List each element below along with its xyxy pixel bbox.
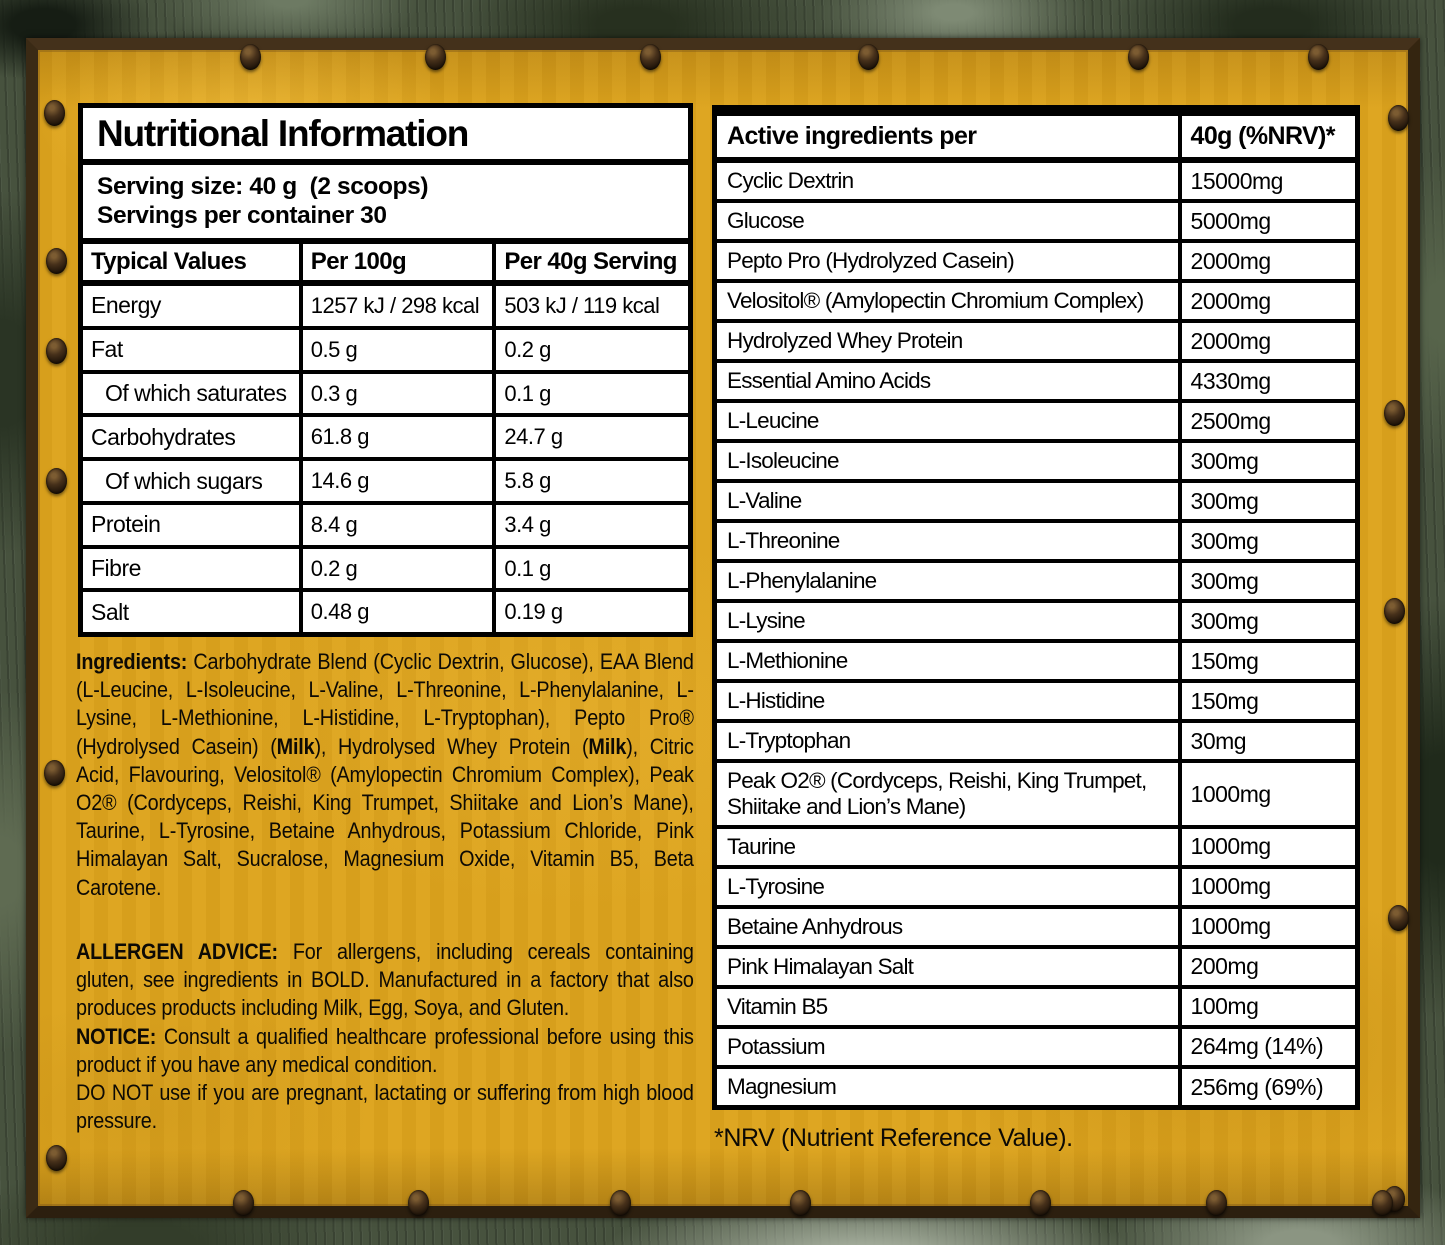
servings-per-container-line: Servings per container 30 — [97, 202, 387, 229]
body-text: Consult a qualified healthcare professional before using this product if you have any medical condition. — [76, 1023, 694, 1077]
active-ingredient-row — [717, 867, 1355, 907]
value-per-40g: 3.4 g — [494, 503, 688, 547]
rivet-icon — [790, 1190, 811, 1216]
rivet-icon — [46, 468, 67, 494]
allergen-notice-block — [76, 938, 694, 1135]
ingredient-label: Potassium — [717, 1027, 1180, 1067]
ingredient-label: L-Histidine — [717, 681, 1180, 721]
ingredient-amount: 2000mg — [1180, 281, 1355, 321]
body-text: ), Citric Acid, Flavouring, Velositol® (Amylopectin Chromium Complex), Peak O2® (Cordyceps, Reishi, King Trumpet, Shiitake and Lion’s Mane), Taurine, L-Tyrosine, Betaine Anhydrous, Potassium Chloride, Pink Himalayan Salt, Sucralose, Magnesium Oxide, Vitamin B5, Beta Carotene. — [76, 733, 694, 900]
active-ingredient-row — [717, 481, 1355, 521]
value-per-40g: 0.1 g — [494, 547, 688, 591]
active-ingredient-row — [717, 201, 1355, 241]
serving-info — [83, 165, 688, 238]
rivet-icon — [425, 44, 446, 70]
ingredient-amount: 300mg — [1180, 481, 1355, 521]
col-header-typical-values: Typical Values — [83, 241, 301, 283]
nutritional-information-box — [78, 103, 693, 637]
ingredient-label: Essential Amino Acids — [717, 361, 1180, 401]
ingredient-amount: 1000mg — [1180, 827, 1355, 867]
rivet-icon — [1128, 44, 1149, 70]
ingredient-label: L-Leucine — [717, 401, 1180, 441]
nutrition-row — [83, 372, 688, 416]
nutrition-row — [83, 590, 688, 632]
nutrition-row — [83, 328, 688, 372]
ingredient-label: Pink Himalayan Salt — [717, 947, 1180, 987]
ingredient-label: Peak O2® (Cordyceps, Reishi, King Trumpet, Shiitake and Lion’s Mane) — [717, 761, 1180, 827]
active-ingredient-row — [717, 601, 1355, 641]
value-per-40g: 0.19 g — [494, 590, 688, 632]
rivet-icon — [1372, 1190, 1393, 1216]
nrv-footnote: *NRV (Nutrient Reference Value). — [714, 1124, 1073, 1152]
ingredient-amount: 15000mg — [1180, 160, 1355, 201]
active-ingredient-row — [717, 521, 1355, 561]
col-header-amount-nrv: 40g (%NRV)* — [1180, 113, 1355, 160]
ingredient-label: Hydrolyzed Whey Protein — [717, 321, 1180, 361]
nutrition-row — [83, 459, 688, 503]
ingredient-label: L-Methionine — [717, 641, 1180, 681]
active-ingredient-row — [717, 441, 1355, 481]
rivet-icon — [610, 1190, 631, 1216]
ingredient-amount: 1000mg — [1180, 867, 1355, 907]
notice-paragraph — [76, 1079, 694, 1135]
rivet-icon — [46, 338, 67, 364]
active-ingredient-row — [717, 281, 1355, 321]
active-ingredient-row — [717, 907, 1355, 947]
ingredient-amount: 300mg — [1180, 521, 1355, 561]
ingredient-amount: 300mg — [1180, 441, 1355, 481]
ingredient-amount: 2000mg — [1180, 321, 1355, 361]
nutrition-row — [83, 503, 688, 547]
ingredient-label: Pepto Pro (Hydrolyzed Casein) — [717, 241, 1180, 281]
value-per-40g: 24.7 g — [494, 415, 688, 459]
value-per-100g: 0.2 g — [301, 547, 495, 591]
ingredient-label: Velositol® (Amylopectin Chromium Complex) — [717, 281, 1180, 321]
notice-paragraph — [76, 938, 694, 1023]
active-ingredient-row — [717, 761, 1355, 827]
nutrient-label: Of which saturates — [83, 372, 301, 416]
notice-paragraph — [76, 1023, 694, 1079]
value-per-100g: 14.6 g — [301, 459, 495, 503]
ingredient-amount: 300mg — [1180, 601, 1355, 641]
value-per-100g: 61.8 g — [301, 415, 495, 459]
rivet-icon — [1384, 400, 1405, 426]
ingredient-amount: 2500mg — [1180, 401, 1355, 441]
active-ingredient-row — [717, 681, 1355, 721]
active-ingredient-row — [717, 561, 1355, 601]
value-per-40g: 0.1 g — [494, 372, 688, 416]
nutrient-label: Fat — [83, 328, 301, 372]
ingredient-amount: 150mg — [1180, 681, 1355, 721]
rivet-icon — [1384, 598, 1405, 624]
ingredient-amount: 256mg (69%) — [1180, 1067, 1355, 1105]
ingredient-amount: 264mg (14%) — [1180, 1027, 1355, 1067]
value-per-100g: 0.5 g — [301, 328, 495, 372]
bold-text: Milk — [276, 733, 315, 759]
rivet-icon — [640, 44, 661, 70]
ingredient-amount: 300mg — [1180, 561, 1355, 601]
col-header-active-ingredients: Active ingredients per — [717, 113, 1180, 160]
rivet-icon — [1388, 905, 1409, 931]
ingredient-label: L-Tyrosine — [717, 867, 1180, 907]
bold-text: ALLERGEN ADVICE: — [76, 939, 293, 964]
table-header-row — [83, 241, 688, 283]
active-ingredient-row — [717, 361, 1355, 401]
active-ingredient-row — [717, 321, 1355, 361]
active-ingredient-row — [717, 1067, 1355, 1105]
nutritional-information-title: Nutritional Information — [83, 108, 688, 165]
nutrition-row — [83, 415, 688, 459]
rivet-icon — [44, 760, 65, 786]
value-per-40g: 0.2 g — [494, 328, 688, 372]
ingredient-amount: 1000mg — [1180, 761, 1355, 827]
ingredient-label: Magnesium — [717, 1067, 1180, 1105]
active-ingredients-table — [717, 110, 1355, 1105]
nutrition-row — [83, 547, 688, 591]
nutrient-label: Carbohydrates — [83, 415, 301, 459]
rivet-icon — [46, 248, 67, 274]
active-ingredient-row — [717, 721, 1355, 761]
rivet-icon — [44, 100, 65, 126]
ingredient-label: Cyclic Dextrin — [717, 160, 1180, 201]
body-text: DO NOT use if you are pregnant, lactating or suffering from high blood pressure. — [76, 1080, 694, 1134]
body-text: Carbohydrate Blend (Cyclic Dextrin, Glucose), EAA Blend (L-Leucine, L-Isoleucine, L-Valine, L-Threonine, L-Phenylalanine, L-Lysine, L-Methionine, L-Histidine, L-Tryptophan), Pepto Pro® (Hydrolysed Casein) ( — [76, 649, 694, 759]
ingredient-amount: 4330mg — [1180, 361, 1355, 401]
body-text: For allergens, including cereals containing gluten, see ingredients in BOLD. Manufactured in a factory that also produces products including Milk, Egg, Soya, and Gluten. — [76, 939, 694, 1021]
ingredient-label: Glucose — [717, 201, 1180, 241]
ingredient-amount: 1000mg — [1180, 907, 1355, 947]
rivet-icon — [240, 44, 261, 70]
bold-text: Ingredients: — [76, 649, 194, 674]
nutrition-row — [83, 283, 688, 328]
active-ingredients-box — [712, 105, 1360, 1110]
ingredient-label: L-Tryptophan — [717, 721, 1180, 761]
col-header-per-40g: Per 40g Serving — [494, 241, 688, 283]
serving-size-line: Serving size: 40 g (2 scoops) — [97, 173, 429, 200]
ingredient-amount: 100mg — [1180, 987, 1355, 1027]
value-per-100g: 1257 kJ / 298 kcal — [301, 283, 495, 328]
table-header-row — [717, 113, 1355, 160]
ingredient-amount: 150mg — [1180, 641, 1355, 681]
active-ingredient-row — [717, 947, 1355, 987]
bold-text: Milk — [588, 733, 627, 759]
active-ingredient-row — [717, 241, 1355, 281]
active-ingredient-row — [717, 401, 1355, 441]
ingredient-amount: 2000mg — [1180, 241, 1355, 281]
ingredient-label: L-Threonine — [717, 521, 1180, 561]
ingredient-label: L-Valine — [717, 481, 1180, 521]
active-ingredient-row — [717, 1027, 1355, 1067]
rivet-icon — [858, 44, 879, 70]
nutrient-label: Fibre — [83, 547, 301, 591]
body-text: ), Hydrolysed Whey Protein ( — [314, 733, 589, 759]
active-ingredient-row — [717, 641, 1355, 681]
ingredient-label: Vitamin B5 — [717, 987, 1180, 1027]
value-per-100g: 0.48 g — [301, 590, 495, 632]
rivet-icon — [1030, 1190, 1051, 1216]
col-header-per-100g: Per 100g — [301, 241, 495, 283]
value-per-100g: 0.3 g — [301, 372, 495, 416]
rivet-icon — [46, 1145, 67, 1171]
rivet-icon — [408, 1190, 429, 1216]
ingredients-paragraph — [76, 648, 694, 902]
value-per-40g: 503 kJ / 119 kcal — [494, 283, 688, 328]
active-ingredient-row — [717, 160, 1355, 201]
active-ingredient-row — [717, 827, 1355, 867]
value-per-40g: 5.8 g — [494, 459, 688, 503]
nutrient-label: Of which sugars — [83, 459, 301, 503]
ingredient-amount: 30mg — [1180, 721, 1355, 761]
ingredient-amount: 200mg — [1180, 947, 1355, 987]
value-per-100g: 8.4 g — [301, 503, 495, 547]
ingredient-label: L-Phenylalanine — [717, 561, 1180, 601]
ingredient-label: L-Isoleucine — [717, 441, 1180, 481]
active-ingredient-row — [717, 987, 1355, 1027]
nutrient-label: Protein — [83, 503, 301, 547]
rivet-icon — [1308, 44, 1329, 70]
nutrient-label: Energy — [83, 283, 301, 328]
typical-values-table — [83, 238, 688, 632]
ingredient-label: Betaine Anhydrous — [717, 907, 1180, 947]
ingredient-label: Taurine — [717, 827, 1180, 867]
rivet-icon — [233, 1190, 254, 1216]
ingredient-amount: 5000mg — [1180, 201, 1355, 241]
rivet-icon — [1388, 105, 1409, 131]
bold-text: NOTICE: — [76, 1023, 164, 1049]
rivet-icon — [1206, 1190, 1227, 1216]
ingredient-label: L-Lysine — [717, 601, 1180, 641]
nutrient-label: Salt — [83, 590, 301, 632]
